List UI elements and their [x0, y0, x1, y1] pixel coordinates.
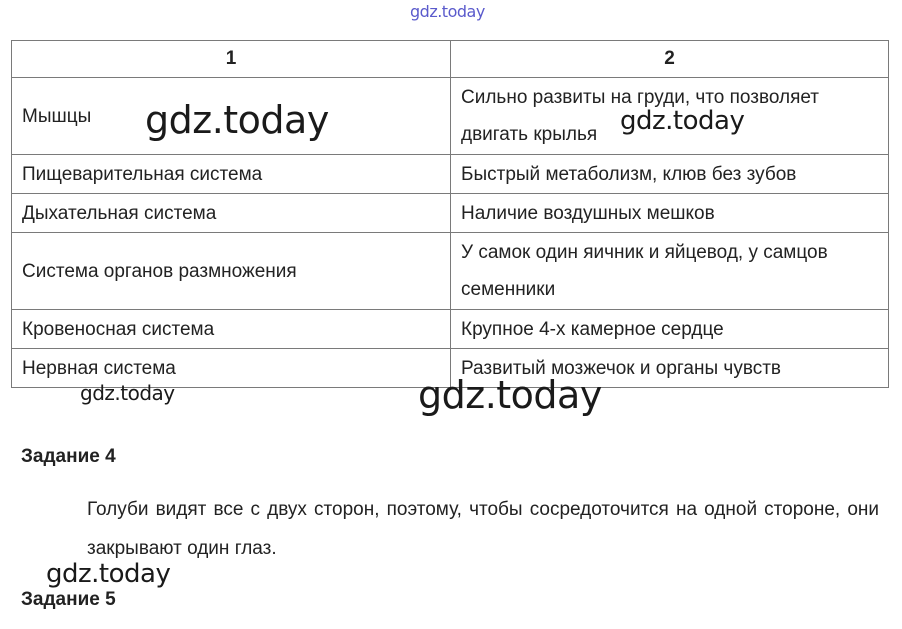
watermark: gdz.today — [145, 98, 329, 142]
column-header-1: 1 — [12, 41, 451, 78]
system-cell: Пищеварительная система — [12, 155, 451, 194]
feature-cell: У самок один яичник и яйцевод, у самцов семенники — [451, 233, 889, 310]
task-5-heading: Задание 5 — [21, 589, 116, 610]
feature-cell: Сильно развиты на груди, что позволяет двигать крылья — [451, 78, 889, 155]
table-row — [12, 194, 889, 233]
feature-cell: Крупное 4-х камерное сердце — [451, 310, 889, 349]
table-row — [12, 155, 889, 194]
biology-table — [11, 40, 889, 388]
system-cell: Дыхательная система — [12, 194, 451, 233]
watermark: gdz.today — [46, 559, 171, 589]
task-4-heading: Задание 4 — [21, 446, 116, 467]
watermark: gdz.today — [80, 381, 175, 405]
system-cell: Нервная система — [12, 349, 451, 388]
table-row — [12, 310, 889, 349]
watermark: gdz.today — [620, 106, 745, 136]
feature-cell: Развитый мозжечок и органы чувств — [451, 349, 889, 388]
system-cell: Система органов размножения — [12, 233, 451, 310]
table-header-row — [12, 41, 889, 78]
system-cell: Кровеносная система — [12, 310, 451, 349]
watermark: gdz.today — [418, 373, 602, 417]
table-row — [12, 233, 889, 310]
system-cell: Мышцы — [12, 78, 451, 155]
column-header-2: 2 — [451, 41, 889, 78]
feature-cell: Наличие воздушных мешков — [451, 194, 889, 233]
task-4-answer: Голуби видят все с двух сторон, поэтому, чтобы сосредоточится на одной стороне, они закрывают один глаз. — [87, 499, 879, 559]
feature-cell: Быстрый метаболизм, клюв без зубов — [451, 155, 889, 194]
table-row — [12, 78, 889, 155]
watermark-top: gdz.today — [410, 2, 485, 21]
